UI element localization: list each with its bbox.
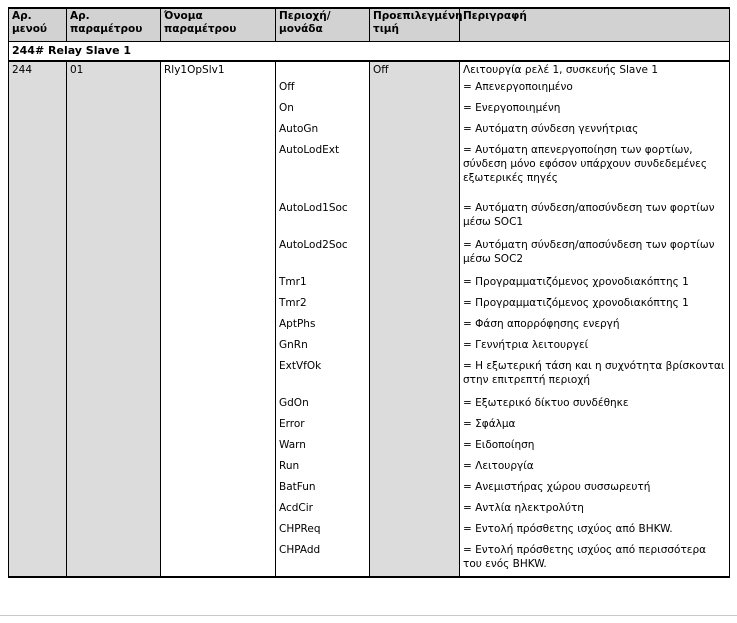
group-title: 244# Relay Slave 1	[9, 42, 730, 62]
cell-default-value: Off	[370, 61, 460, 577]
value-description-item: = Ενεργοποιημένη	[463, 102, 561, 114]
header-menu-no: Αρ. μενού	[9, 8, 67, 42]
value-description-item: = Λειτουργία	[463, 460, 534, 472]
range-value-item: AutoLod2Soc	[279, 239, 348, 251]
range-value-item: GnRn	[279, 339, 308, 351]
range-value-item: AutoLod1Soc	[279, 202, 348, 214]
header-range-unit: Περιοχή/ μονάδα	[276, 8, 370, 42]
value-description-item: = Η εξωτερική τάση και η συχνότητα βρίσκονται στην επιτρεπτή περιοχή	[463, 360, 725, 386]
description-title: Λειτουργία ρελέ 1, συσκευής Slave 1	[463, 64, 659, 76]
cell-description	[460, 61, 730, 577]
range-value-item: Run	[279, 460, 300, 472]
value-description-item: = Αυτόματη σύνδεση γεννήτριας	[463, 123, 639, 135]
value-description-item: = Ειδοποίηση	[463, 439, 535, 451]
cell-param-name: Rly1OpSlv1	[161, 61, 276, 577]
range-value-item: AutoGn	[279, 123, 319, 135]
value-description-item: = Εντολή πρόσθετης ισχύος από περισσότερα του ενός BHKW.	[463, 544, 707, 570]
header-param-name: Όνομα παραμέτρου	[161, 8, 276, 42]
range-value-item: AptPhs	[279, 318, 316, 330]
value-description-item: = Προγραμματιζόμενος χρονοδιακόπτης 1	[463, 276, 689, 288]
table-row	[9, 61, 730, 577]
parameter-table-page	[8, 7, 729, 578]
value-description-item: = Αυτόματη σύνδεση/αποσύνδεση των φορτίων μέσω SOC1	[463, 202, 715, 228]
header-description: Περιγραφή	[460, 8, 730, 42]
value-description-item: = Αυτόματη σύνδεση/αποσύνδεση των φορτίων μέσω SOC2	[463, 239, 715, 265]
value-description-item: = Εντολή πρόσθετης ισχύος από BHKW.	[463, 523, 673, 535]
range-value-item: Off	[279, 81, 295, 93]
header-default-value: Προεπιλεγμένη τιμή	[370, 8, 460, 42]
description-list	[463, 80, 726, 573]
range-value-item: CHPAdd	[279, 544, 321, 556]
value-description-item: = Προγραμματιζόμενος χρονοδιακόπτης 1	[463, 297, 689, 309]
range-value-item: AcdCir	[279, 502, 314, 514]
parameter-table	[8, 7, 730, 578]
value-description-item: = Φάση απορρόφησης ενεργή	[463, 318, 620, 330]
table-header-row	[9, 8, 730, 42]
value-description-item: = Σφάλμα	[463, 418, 516, 430]
range-value-item: Tmr2	[279, 297, 307, 309]
range-value-item: ExtVfOk	[279, 360, 322, 372]
value-description-item: = Ανεμιστήρας χώρου συσσωρευτή	[463, 481, 651, 493]
range-value-item: Tmr1	[279, 276, 307, 288]
range-value-item: Warn	[279, 439, 306, 451]
value-description-item: = Απενεργοποιημένο	[463, 81, 573, 93]
value-description-item: = Αυτόματη απενεργοποίηση των φορτίων, σύνδεση μόνο εφόσον υπάρχουν συνδεδεμένες εξωτερικές πηγές	[463, 144, 707, 184]
value-description-item: = Γεννήτρια λειτουργεί	[463, 339, 589, 351]
range-value-item: On	[279, 102, 294, 114]
header-param-no: Αρ. παραμέτρου	[67, 8, 161, 42]
cell-range-values	[276, 61, 370, 577]
range-value-item: Error	[279, 418, 305, 430]
range-value-item: CHPReq	[279, 523, 321, 535]
group-row	[9, 42, 730, 62]
cell-param-no: 01	[67, 61, 161, 577]
page-bottom-divider	[0, 615, 737, 616]
value-description-item: = Εξωτερικό δίκτυο συνδέθηκε	[463, 397, 629, 409]
value-description-item: = Αντλία ηλεκτρολύτη	[463, 502, 584, 514]
range-value-item: GdOn	[279, 397, 309, 409]
range-value-item: AutoLodExt	[279, 144, 340, 156]
cell-menu-no: 244	[9, 61, 67, 577]
value-list	[279, 80, 366, 573]
range-value-item: BatFun	[279, 481, 316, 493]
